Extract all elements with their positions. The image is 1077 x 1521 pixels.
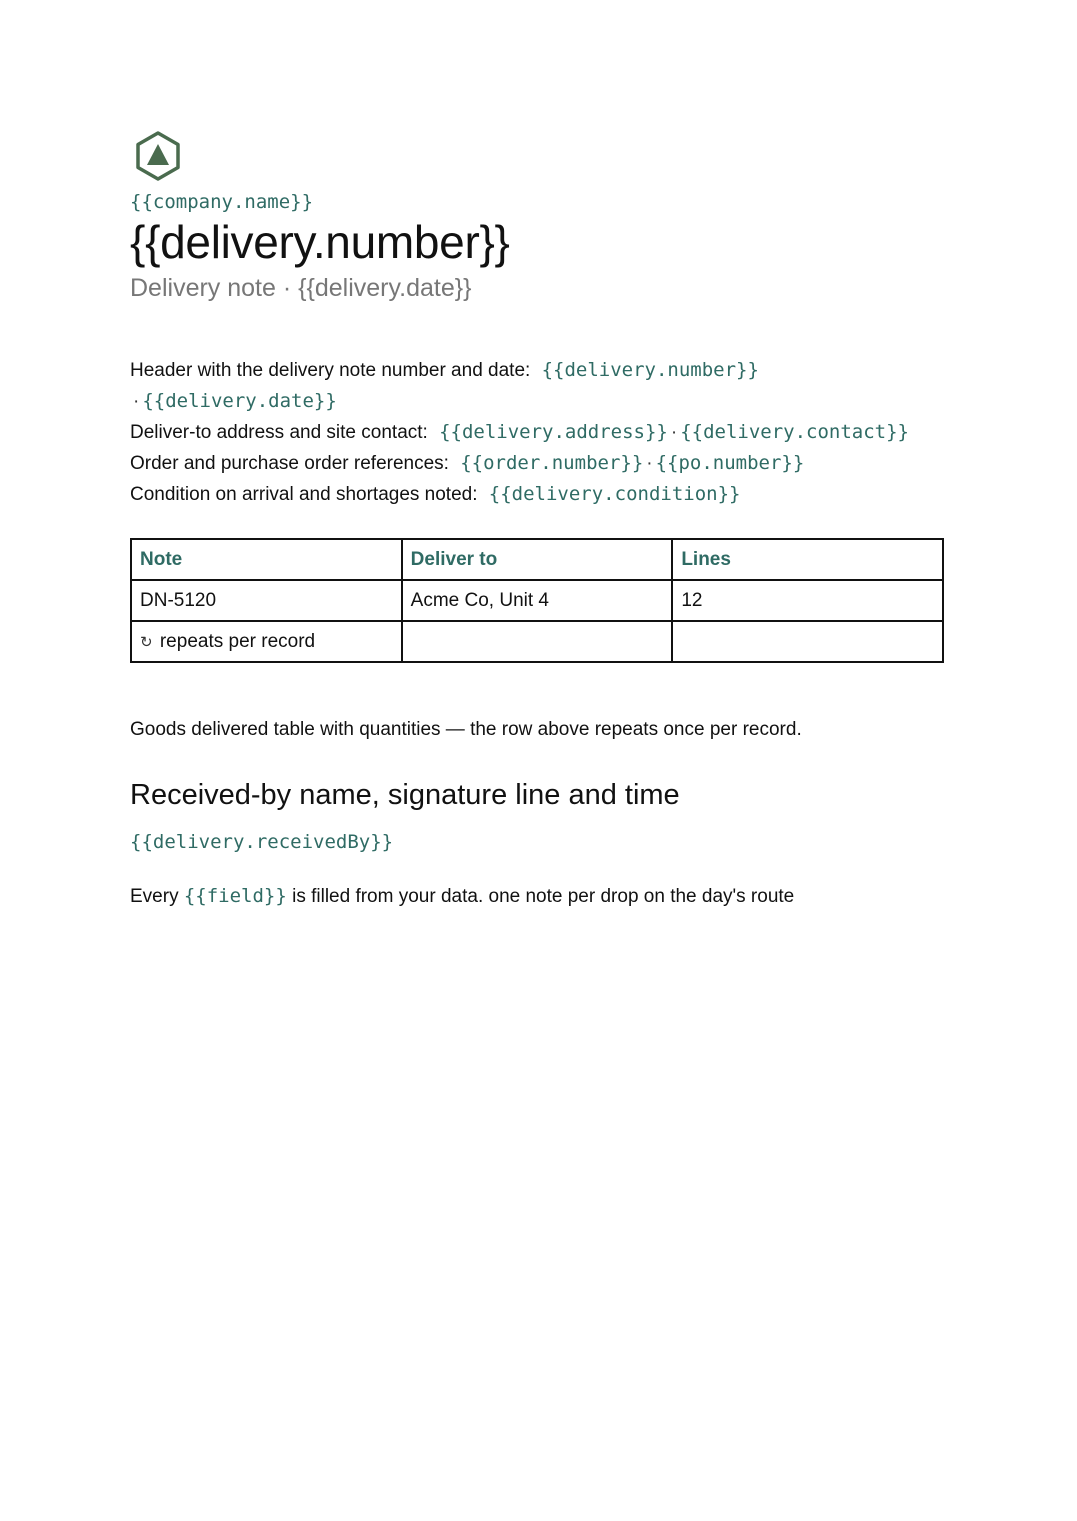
field-label: Order and purchase order references: <box>130 453 449 474</box>
token-separator: · <box>670 422 678 443</box>
table-cell-note: DN-5120 <box>131 580 402 621</box>
field-list <box>130 355 944 510</box>
repeat-marker-cell <box>131 621 402 662</box>
subtitle-date: {{delivery.date}} <box>298 274 472 302</box>
table-cell-lines: 12 <box>672 580 943 621</box>
field-token: {{po.number}} <box>655 452 805 474</box>
field-row-address <box>130 417 944 448</box>
table-caption: Goods delivered table with quantities — the row above repeats once per record. <box>130 719 802 740</box>
table-repeat-row <box>131 621 943 662</box>
footer-token: {{field}} <box>183 885 287 907</box>
table-header-row <box>131 539 943 580</box>
field-token: {{order.number}} <box>460 452 644 474</box>
field-token: {{delivery.date}} <box>142 390 337 412</box>
footer-suffix: is filled from your data. one note per drop on the day's route <box>292 886 795 907</box>
goods-table <box>130 538 944 663</box>
field-label: Header with the delivery note number and date: <box>130 360 531 381</box>
column-header-lines: Lines <box>672 539 943 580</box>
field-token: {{delivery.condition}} <box>488 483 741 505</box>
table-row <box>131 580 943 621</box>
table-cell-empty <box>402 621 673 662</box>
subtitle-prefix: Delivery note <box>130 274 276 302</box>
field-row-references <box>130 448 944 479</box>
received-by-token: {{delivery.receivedBy}} <box>130 831 394 853</box>
repeat-label: repeats per record <box>159 630 316 652</box>
field-token: {{delivery.address}} <box>439 421 668 443</box>
section-heading: Received-by name, signature line and time <box>130 779 680 811</box>
page-subtitle <box>130 270 944 306</box>
company-name: {{company.name}} <box>130 191 314 213</box>
token-separator: · <box>646 453 653 474</box>
subtitle-separator: · <box>282 274 292 302</box>
field-row-header <box>130 355 944 417</box>
field-label: Condition on arrival and shortages noted: <box>130 484 478 505</box>
footer-prefix: Every <box>130 886 179 907</box>
table-cell-deliver-to: Acme Co, Unit 4 <box>402 580 673 621</box>
field-token: {{delivery.contact}} <box>680 421 909 443</box>
table-cell-empty <box>672 621 943 662</box>
repeat-icon: ↻ <box>140 633 153 651</box>
field-token: {{delivery.number}} <box>541 359 759 381</box>
column-header-note: Note <box>131 539 402 580</box>
field-row-condition <box>130 479 944 510</box>
delivery-note-document <box>130 130 944 911</box>
column-header-deliver-to: Deliver to <box>402 539 673 580</box>
hexagon-triangle-logo-icon <box>132 130 184 182</box>
footer-note <box>130 882 944 911</box>
page-title: {{delivery.number}} <box>130 216 510 268</box>
token-separator: · <box>133 391 140 412</box>
field-label: Deliver-to address and site contact: <box>130 422 428 443</box>
